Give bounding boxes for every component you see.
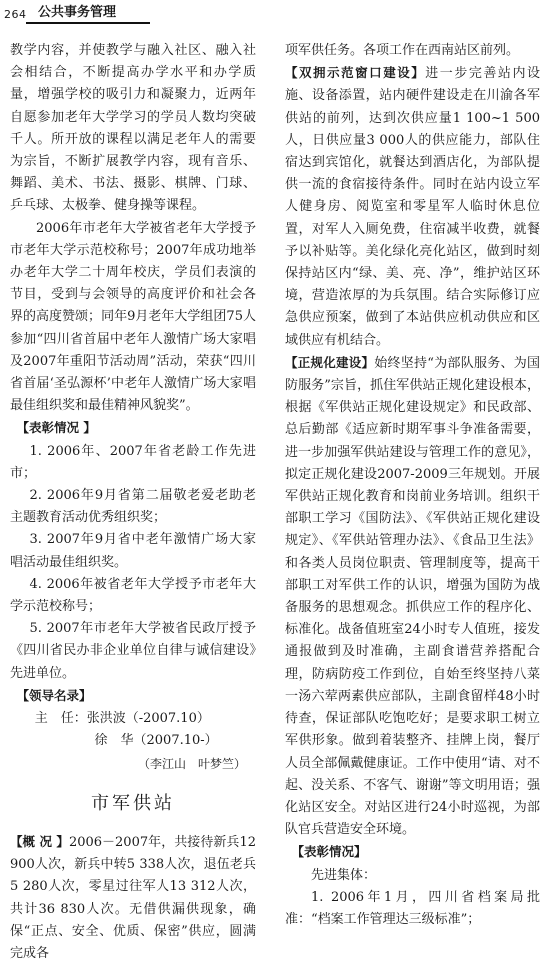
running-title: 公共事务管理: [38, 5, 117, 20]
honor-item-2: 2. 2006年9月省第二届敬老爱老助老主题教育活动优秀组织奖；: [10, 488, 256, 526]
honor-item-4: 4. 2006年被省老年大学授予市老年大学示范校称号；: [10, 576, 256, 615]
paragraph-curriculum: 教学内容，并使教学与融入社区、融入社会相结合，不断提高办学水平和办学质量，增强学校的吸引力和凝聚力，近两年自愿参加老年大学学习的学员人数均突破千人。所开放的课程以满足老年人的需要为宗旨，不断扩展教学内容，现有音乐、舞蹈、美术、书法、摄影、棋牌、门球、乒乓球、太极拳、健身操等课程。: [10, 43, 256, 214]
standard-heading: 【正规化建设】: [285, 354, 375, 370]
collective-item-1: 1. 2006年1月，四川省档案局批准：“档案工作管理达三级标准”；: [285, 889, 540, 927]
leader-entry-2: 徐 华（2007.10-）: [94, 733, 218, 749]
window-paragraph: [285, 62, 540, 352]
window-heading: 【双拥示范窗口建设】: [285, 65, 426, 81]
paragraph-achievements: 2006年市老年大学被省老年大学授予市老年大学示范校称号；2007年成功地举办老年大学二十周年校庆，学员们表演的节目，受到与会领导的高度评价和社会各界的高度赞颂；同年9月老年大学组团75人参加“四川省首届中老年人激情广场大家唱及2007年重阳节活动周”活动，荣获“四川省首届‘圣弘源杯’中老年人激情广场大家唱最佳组织奖和最佳精神风貌奖”。: [10, 220, 256, 414]
left-column: [10, 40, 256, 965]
header-rule: [26, 22, 150, 24]
leaders-heading: 【领导名录】: [16, 687, 92, 703]
authors-credit: （李江山 叶梦竺）: [137, 756, 246, 771]
page-header: [4, 2, 144, 24]
overview-text: 2006－2007年，共接待新兵12 900人次，新兵中转5 338人次，退伍老兵5 280人次，零星过往军人13 312人次，共计36 830人次。无借供漏供现象，确保“正点、安全、优质、保密”供应，圆满完成各: [10, 834, 256, 961]
honor-item-1: 1. 2006年、2007年省老龄工作先进市；: [10, 443, 256, 481]
section-title: 市军供站: [91, 792, 175, 814]
standard-text: 始终坚持“为部队服务、为国防服务”宗旨，抓住军供站正规化建设根本，根据《军供站正规化建设规定》和民政部、总后勤部《适应新时期军事斗争准备需要，进一步加强军供站建设与管理工作的意见》，拟定正规化建设2007-2009三年规划。开展军供站正规化教育和岗前业务培训。组织干部职工学习《国防法》、《军供站正规化建设规定》、《军供站管理办法》、《食品卫生法》和各类人员岗位职责、管理制度等，提高干部职工对军供工作的认识，增强为国防为战备服务的思想观念。抓供应工作的程序化、标准化。战备值班室24小时专人值班，接发通报做到及时准确，主副食谱营养搭配合理，防病防疫工作到位，自始至终坚持八菜一汤六荤两素供应部队，主副食留样48小时待查，保证部队吃饱吃好；是要求职工树立军供形象。做到着装整齐、挂牌上岗，餐厅人员全部佩戴健康证。工作中使用“请、对不起、没关系、不客气、谢谢”等文明用语；强化站区安全。对站区进行24小时巡视，为部队官兵营造安全环境。: [285, 355, 540, 838]
right-column: [285, 40, 540, 931]
honors-heading-left: 【表彰情况 】: [16, 420, 96, 436]
overview-heading: 【概 况 】: [10, 833, 69, 849]
honor-item-5: 5. 2007年市老年大学被省民政厅授予《四川省民办非企业单位自律与诚信建设》先进单位。: [10, 621, 256, 681]
paragraph-continuation: 项军供任务。各项工作在西南站区前列。: [285, 43, 520, 58]
window-text: 进一步完善站内设施、设备添置，站内硬件建设走在川渝各军供站的前列，达到次供应量1 100~1 500人，日供应量3 000人的供应能力，部队住宿达到宾馆化，就餐达到酒店化，为部队提供一流的食宿接待条件。同时在站内设立军人健身房、阅览室和零星军人临时休息位置，对军人入厕免费，住宿减半收费，就餐予以补贴等。美化绿化亮化站区，做到时刻保持站区内“绿、美、亮、净”，维护站区环境，营造浓厚的为兵氛围。结合实际修订应急供应预案，做到了本站供应机动供应和区域供应有机结合。: [285, 66, 540, 348]
leader-entry-1: 主 任：张洪波（-2007.10）: [34, 711, 210, 727]
honors-heading-right: 【表彰情况】: [291, 844, 367, 860]
page-number: 264: [4, 8, 27, 21]
standard-paragraph: [285, 352, 540, 841]
collective-label: 先进集体：: [311, 867, 377, 883]
overview-paragraph: [10, 831, 256, 965]
honor-item-3: 3. 2007年9月省中老年激情广场大家唱活动最佳组织奖。: [10, 532, 256, 570]
